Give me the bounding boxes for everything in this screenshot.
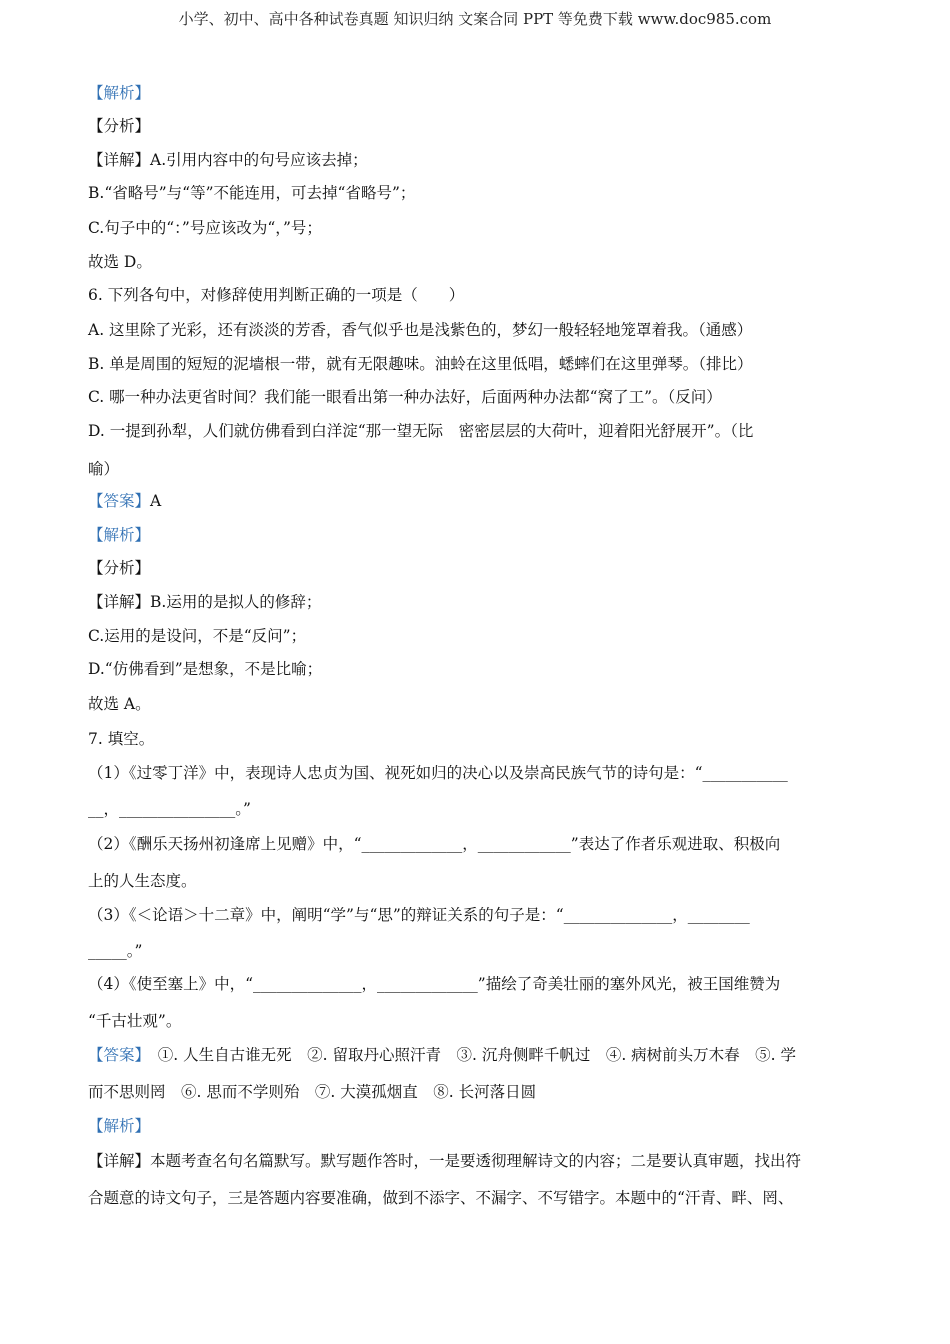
line-text: 6. 下列各句中，对修辞使用判断正确的一项是（ ） — [88, 286, 465, 304]
text-line — [88, 319, 752, 341]
line-text: 【详解】A.引用内容中的句号应该去掉； — [88, 151, 368, 169]
line-text: 故选 A。 — [88, 695, 151, 713]
text-line — [88, 1081, 536, 1103]
section-tag: 【答案】 — [88, 492, 151, 510]
line-text: C.句子中的“：”号应该改为“，”号； — [88, 219, 322, 237]
section-tag: 【答案】 — [88, 1046, 143, 1064]
text-line — [88, 798, 251, 820]
text-line — [88, 1150, 801, 1172]
line-text: B.“省略号”与“等”不能连用，可去掉“省略号”； — [88, 184, 416, 202]
line-text: A — [150, 492, 162, 510]
line-text: （3）《＜论语＞十二章》中，阐明“学”与“思”的辩证关系的句子是：“______________，________ — [88, 906, 750, 924]
text-line — [88, 420, 753, 442]
page-header: 小学、初中、高中各种试卷真题 知识归纳 文案合同 PPT 等免费下载 www.doc985.com — [178, 10, 772, 28]
line-text: C. 哪一种办法更省时间？我们能一眼看出第一种办法好，后面两种办法都“窝了工”。（反问） — [88, 388, 722, 406]
text-line — [88, 728, 154, 750]
line-text: （2）《酬乐天扬州初逢席上见赠》中，“_____________，____________”表达了作者乐观进取、积极向 — [88, 835, 781, 853]
line-text: __，_______________。” — [88, 800, 251, 818]
line-text: 故选 D。 — [88, 253, 152, 271]
line-text: （1）《过零丁洋》中，表现诗人忠贞为国、视死如归的决心以及崇高民族气节的诗句是：“___________ — [88, 764, 788, 782]
text-line — [88, 458, 119, 480]
text-line — [88, 833, 780, 855]
text-line — [88, 904, 750, 926]
text-line — [88, 1044, 796, 1066]
section-tag: 【解析】 — [88, 526, 151, 544]
line-text: 【分析】 — [88, 559, 151, 577]
text-line — [88, 251, 152, 273]
line-text: （4）《使至塞上》中，“______________，_____________”描绘了奇美壮丽的塞外风光，被王国维赞为 — [88, 975, 781, 993]
text-line — [88, 762, 788, 784]
line-text: A. 这里除了光彩，还有淡淡的芳香，香气似乎也是浅紫色的，梦幻一般轻轻地笼罩着我。（通感） — [88, 321, 753, 339]
line-text: _____。” — [88, 942, 143, 960]
text-line — [88, 217, 322, 239]
text-line — [88, 870, 197, 892]
text-line — [88, 658, 322, 680]
text-line — [88, 284, 464, 306]
line-text: 【详解】本题考查名句名篇默写。默写题作答时，一是要透彻理解诗文的内容；二是要认真审题，找出符 — [88, 1152, 802, 1170]
line-text: 而不思则罔 ⑥. 思而不学则殆 ⑦. 大漠孤烟直 ⑧. 长河落日圆 — [88, 1083, 537, 1101]
text-line — [88, 353, 753, 375]
section-tag: 【解析】 — [88, 84, 151, 102]
text-line — [88, 557, 150, 579]
line-text: 合题意的诗文句子，三是答题内容要准确，做到不添字、不漏字、不写错字。本题中的“汗青、畔、罔、 — [88, 1189, 794, 1207]
text-line — [88, 82, 150, 104]
text-line — [88, 524, 150, 546]
text-line — [88, 149, 368, 171]
line-text: 7. 填空。 — [88, 730, 155, 748]
text-line — [88, 940, 142, 962]
line-text: B. 单是周围的短短的泥墙根一带，就有无限趣味。油蛉在这里低唱，蟋蟀们在这里弹琴。（排比） — [88, 355, 753, 373]
text-line — [88, 1010, 181, 1032]
text-line — [88, 115, 150, 137]
line-text: D. 一提到孙犁，人们就仿佛看到白洋淀“那一望无际 密密层层的大荷叶，迎着阳光舒展开”。（比 — [88, 422, 754, 440]
line-text: “千古壮观”。 — [88, 1012, 182, 1030]
text-line — [88, 490, 161, 512]
text-line — [88, 1187, 793, 1209]
line-text: 上的人生态度。 — [88, 872, 197, 890]
line-text: D.“仿佛看到”是想象，不是比喻； — [88, 660, 323, 678]
line-text: 喻） — [88, 460, 120, 478]
text-line — [88, 386, 722, 408]
line-text: ①. 人生自古谁无死 ②. 留取丹心照汗青 ③. 沉舟侧畔千帆过 ④. 病树前头万木春 ⑤. 学 — [142, 1046, 797, 1064]
text-line — [88, 973, 780, 995]
line-text: 【分析】 — [88, 117, 151, 135]
text-line — [88, 591, 321, 613]
line-text: 【详解】B.运用的是拟人的修辞； — [88, 593, 322, 611]
text-line — [88, 182, 415, 204]
line-text: C.运用的是设问，不是“反问”； — [88, 627, 307, 645]
section-tag: 【解析】 — [88, 1117, 151, 1135]
text-line — [88, 1115, 150, 1137]
text-line — [88, 693, 151, 715]
text-line — [88, 625, 306, 647]
